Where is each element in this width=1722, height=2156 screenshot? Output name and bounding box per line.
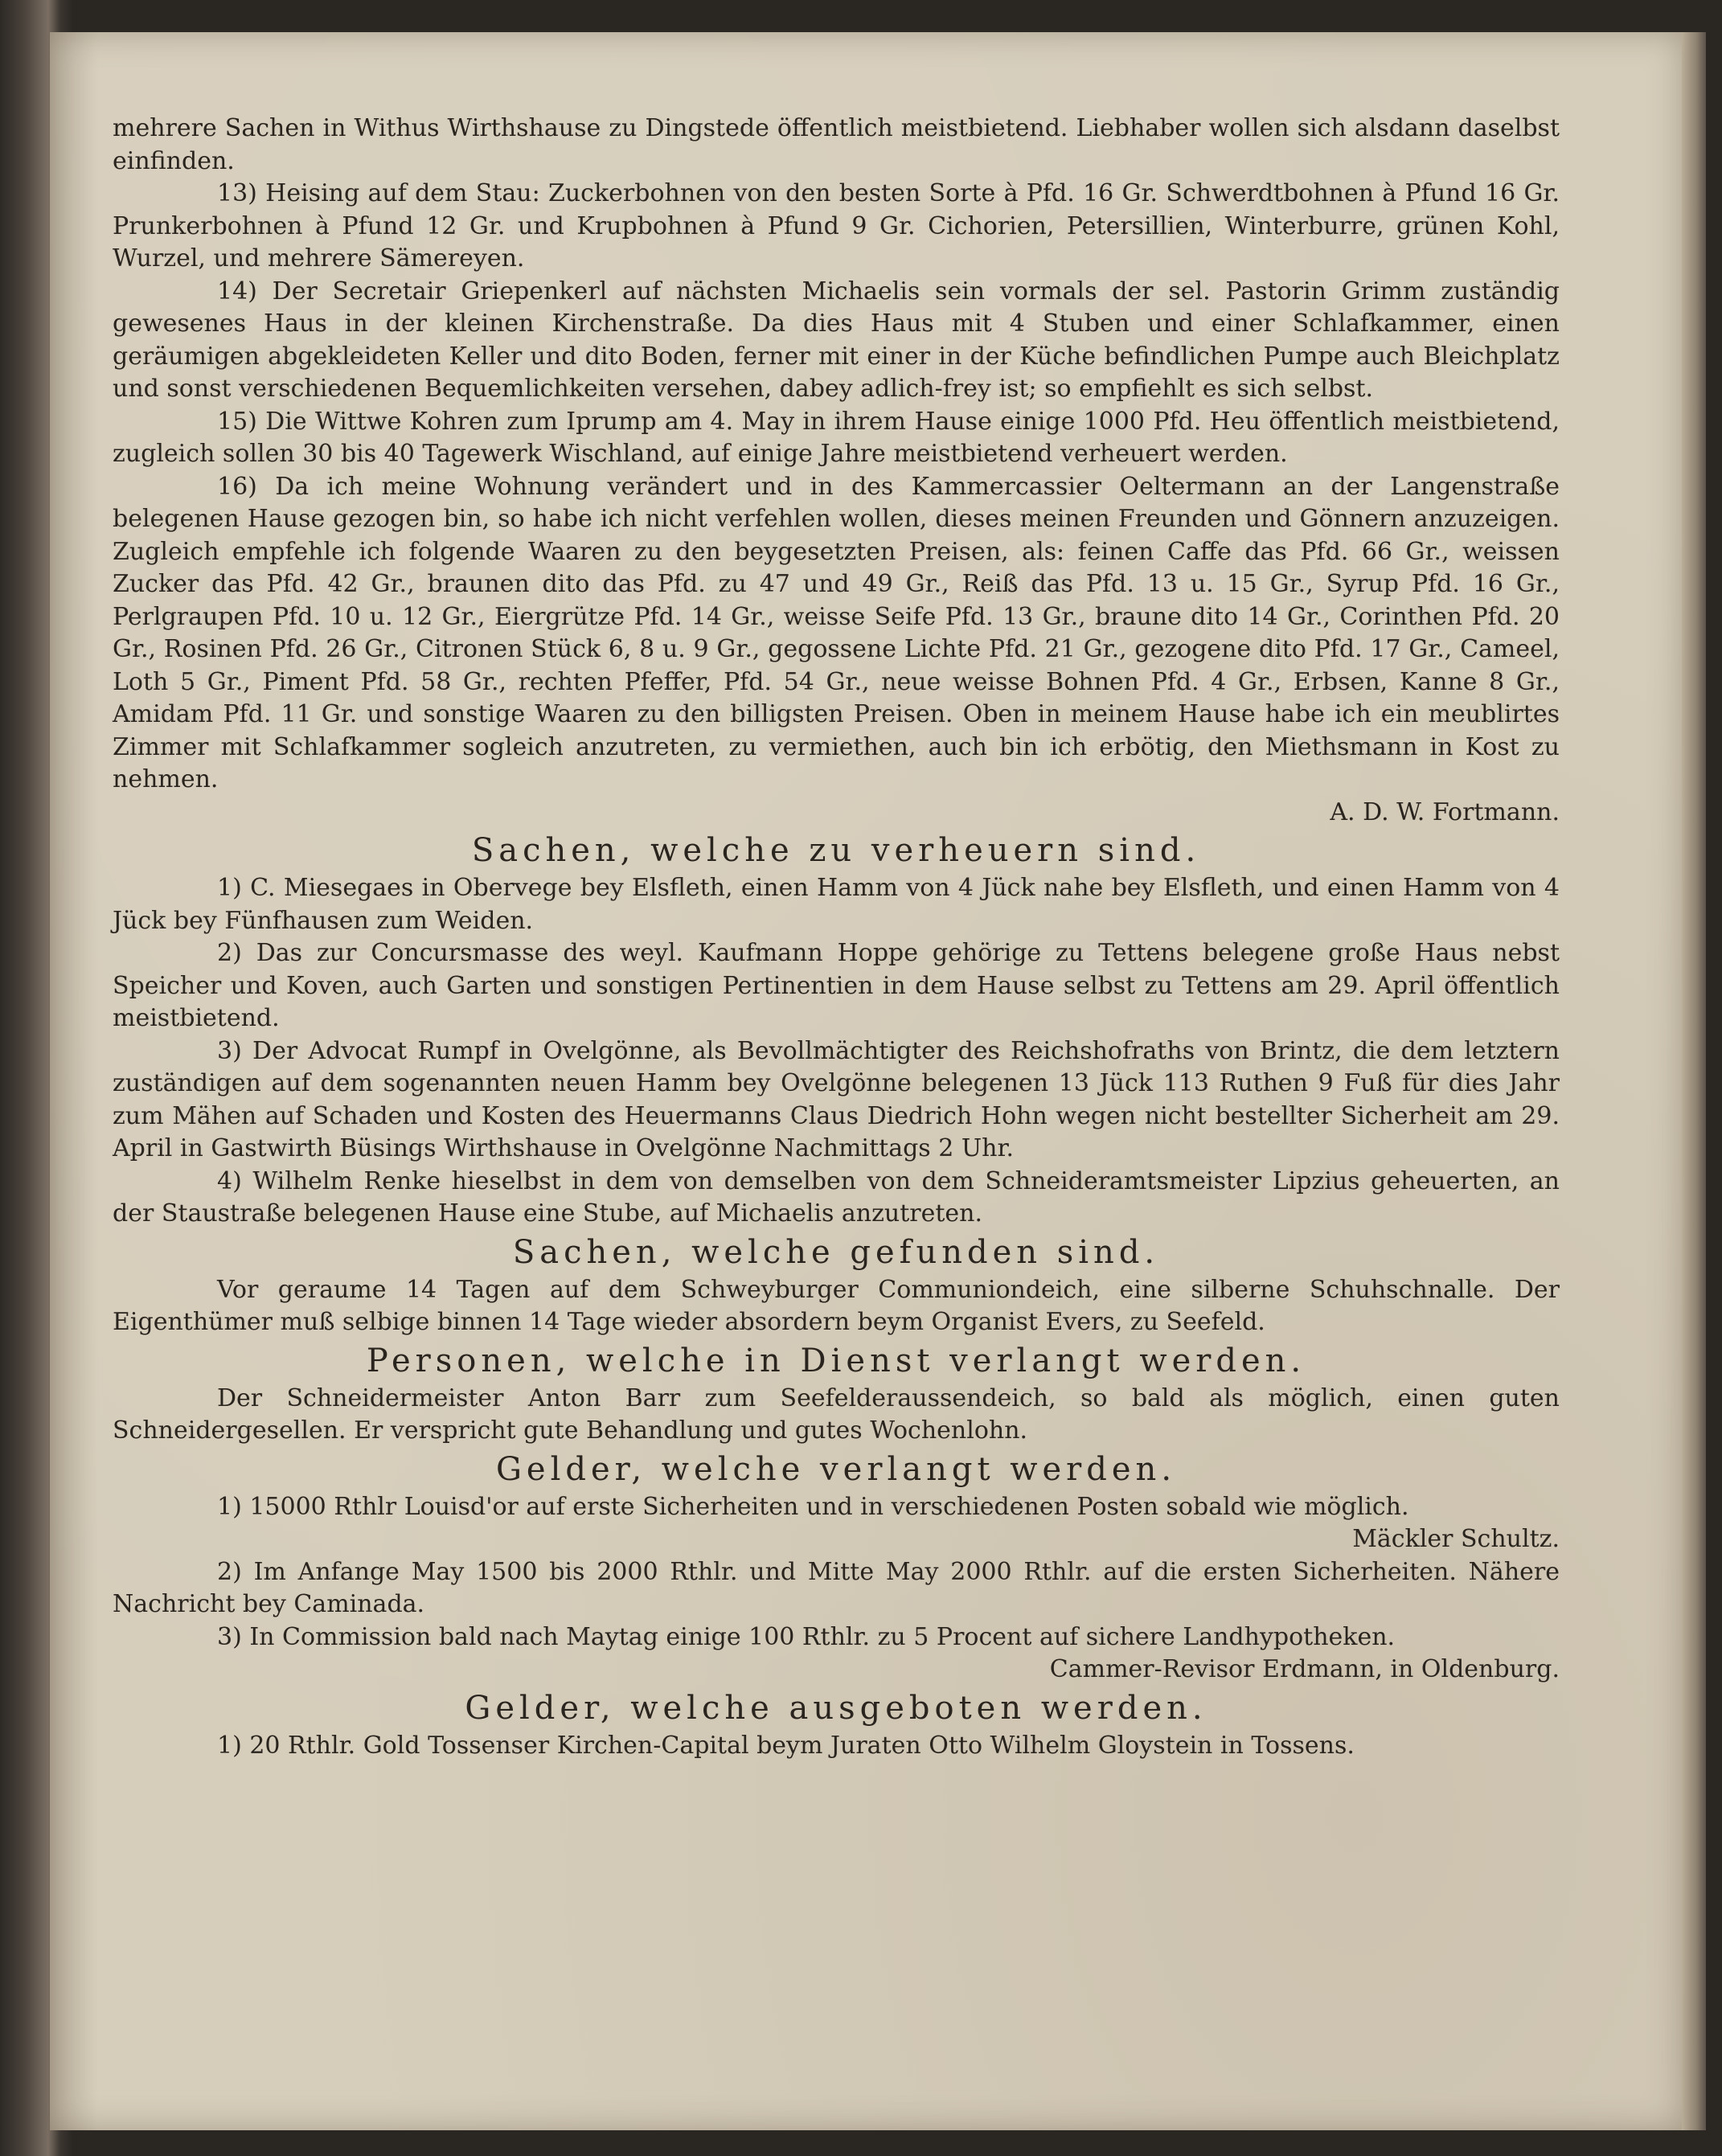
- notice-14: 14) Der Secretair Griepenkerl auf nächsten Michaelis sein vormals der sel. Pastorin Grimm zuständig gewesenes Haus in der kleinen Kirchenstraße. Da dies Haus mit 4 Stuben und einer Schlafkammer, einen geräumigen abgekleideten Keller und dito Boden, ferner mit einer in der Küche befindlichen Pumpe auch Bleichplatz und sonst verschiedenen Bequemlichkeiten versehen, dabey adlich-frey ist; so empfiehlt es sich selbst.: [113, 277, 1560, 403]
- notice-16: 16) Da ich meine Wohnung verändert und in des Kammercassier Oeltermann an der Langenstraße belegenen Hause gezogen bin, so habe ich nicht verfehlen wollen, dieses meinen Freunden und Gönnern anzuzeigen. Zugleich empfehle ich folgende Waaren zu den beygesetzten Preisen, als: feinen Caffe das Pfd. 66 Gr., weissen Zucker das Pfd. 42 Gr., braunen dito das Pfd. zu 47 und 49 Gr., Reiß das Pfd. 13 u. 15 Gr., Syrup Pfd. 16 Gr., Perlgraupen Pfd. 10 u. 12 Gr., Eiergrütze Pfd. 14 Gr., weisse Seife Pfd. 13 Gr., braune dito 14 Gr., Corinthen Pfd. 20 Gr., Rosinen Pfd. 26 Gr., Citronen Stück 6, 8 u. 9 Gr., gegossene Lichte Pfd. 21 Gr., gezogene dito Pfd. 17 Gr., Cameel, Loth 5 Gr., Piment Pfd. 58 Gr., rechten Pfeffer, Pfd. 54 Gr., neue weisse Bohnen Pfd. 4 Gr., Erbsen, Kanne 8 Gr., Amidam Pfd. 11 Gr. und sonstige Waaren zu den billigsten Preisen. Oben in meinem Hause habe ich ein meublirtes Zimmer mit Schlafkammer sogleich anzutreten, zu vermiethen, auch bin ich erbötig, den Miethsmann in Kost zu nehmen.: [113, 472, 1560, 793]
- rent-item-4: 4) Wilhelm Renke hieselbst in dem von demselben von dem Schneideramtsmeister Lipzius geheuerten, an der Staustraße belegenen Hause eine Stube, auf Michaelis anzutreten.: [113, 1166, 1560, 1228]
- money-offered-1: 1) 20 Rthlr. Gold Tossenser Kirchen-Capital beym Juraten Otto Wilhelm Gloystein in Tossens.: [217, 1731, 1355, 1760]
- notice-13: 13) Heising auf dem Stau: Zuckerbohnen von den besten Sorte à Pfd. 16 Gr. Schwerdtbohnen à Pfund 16 Gr. Prunkerbohnen à Pfund 12 Gr. und Krupbohnen à Pfund 9 Gr. Cichorien, Petersillien, Winterburre, grünen Kohl, Wurzel, und mehrere Sämereyen.: [113, 179, 1560, 273]
- paragraph-continued: mehrere Sachen in Withus Wirthshause zu Dingstede öffentlich meistbietend. Liebhaber wollen sich alsdann daselbst einfinden.: [113, 114, 1560, 175]
- signature-erdmann: Cammer-Revisor Erdmann, in Oldenburg.: [1049, 1655, 1560, 1683]
- heading-dienst: Personen, welche in Dienst verlangt werden.: [366, 1342, 1306, 1379]
- money-wanted-1: 1) 15000 Rthlr Louisd'or auf erste Sicherheiten und in verschiedenen Posten sobald wie möglich.: [217, 1492, 1409, 1521]
- heading-verheuern: Sachen, welche zu verheuern sind.: [471, 832, 1201, 869]
- notice-15: 15) Die Wittwe Kohren zum Iprump am 4. May in ihrem Hause einige 1000 Pfd. Heu öffentlich meistbietend, zugleich sollen 30 bis 40 Tagewerk Wischland, auf einige Jahre meistbietend verheuert werden.: [113, 407, 1560, 468]
- heading-gelder-ausgeboten: Gelder, welche ausgeboten werden.: [465, 1689, 1207, 1727]
- found-item: Vor geraume 14 Tagen auf dem Schweyburger Communiondeich, eine silberne Schuhschnalle. Der Eigenthümer muß selbige binnen 14 Tage wieder absordern beym Organist Evers, zu Seefeld.: [113, 1275, 1560, 1336]
- rent-item-3: 3) Der Advocat Rumpf in Ovelgönne, als Bevollmächtigter des Reichshofraths von Brintz, die dem letztern zuständigen auf dem sogenannten neuen Hamm bey Ovelgönne belegenen 13 Jück 113 Ruthen 9 Fuß für dies Jahr zum Mähen auf Schaden und Kosten des Heuermanns Claus Diedrich Hohn wegen nicht bestellter Sicherheit am 29. April in Gastwirth Büsings Wirthshause in Ovelgönne Nachmittags 2 Uhr.: [113, 1036, 1560, 1162]
- rent-item-1: 1) C. Miesegaes in Obervege bey Elsfleth, einen Hamm von 4 Jück nahe bey Elsfleth, und einen Hamm von 4 Jück bey Fünfhausen zum Weiden.: [113, 874, 1560, 935]
- signature-schultz: Mäckler Schultz.: [1352, 1525, 1560, 1553]
- signature-fortmann: A. D. W. Fortmann.: [1330, 797, 1560, 826]
- money-wanted-2: 2) Im Anfange May 1500 bis 2000 Rthlr. und Mitte May 2000 Rthlr. auf die ersten Sicherheiten. Nähere Nachricht bey Caminada.: [113, 1557, 1560, 1618]
- service-item: Der Schneidermeister Anton Barr zum Seefelderaussendeich, so bald als möglich, einen guten Schneidergesellen. Er verspricht gute Behandlung und gutes Wochenlohn.: [113, 1383, 1560, 1445]
- page-edge: [1682, 32, 1706, 2130]
- heading-gelder-verlangt: Gelder, welche verlangt werden.: [495, 1450, 1177, 1488]
- rent-item-2: 2) Das zur Concursmasse des weyl. Kaufmann Hoppe gehörige zu Tettens belegene große Haus nebst Speicher und Koven, auch Garten und sonstigen Pertinentien in dem Hause selbst zu Tettens am 29. April öffentlich meistbietend.: [113, 939, 1560, 1032]
- page-text: [113, 113, 1560, 1762]
- money-wanted-3: 3) In Commission bald nach Maytag einige 100 Rthlr. zu 5 Procent auf sichere Landhypotheken.: [217, 1622, 1396, 1651]
- heading-gefunden: Sachen, welche gefunden sind.: [512, 1233, 1160, 1271]
